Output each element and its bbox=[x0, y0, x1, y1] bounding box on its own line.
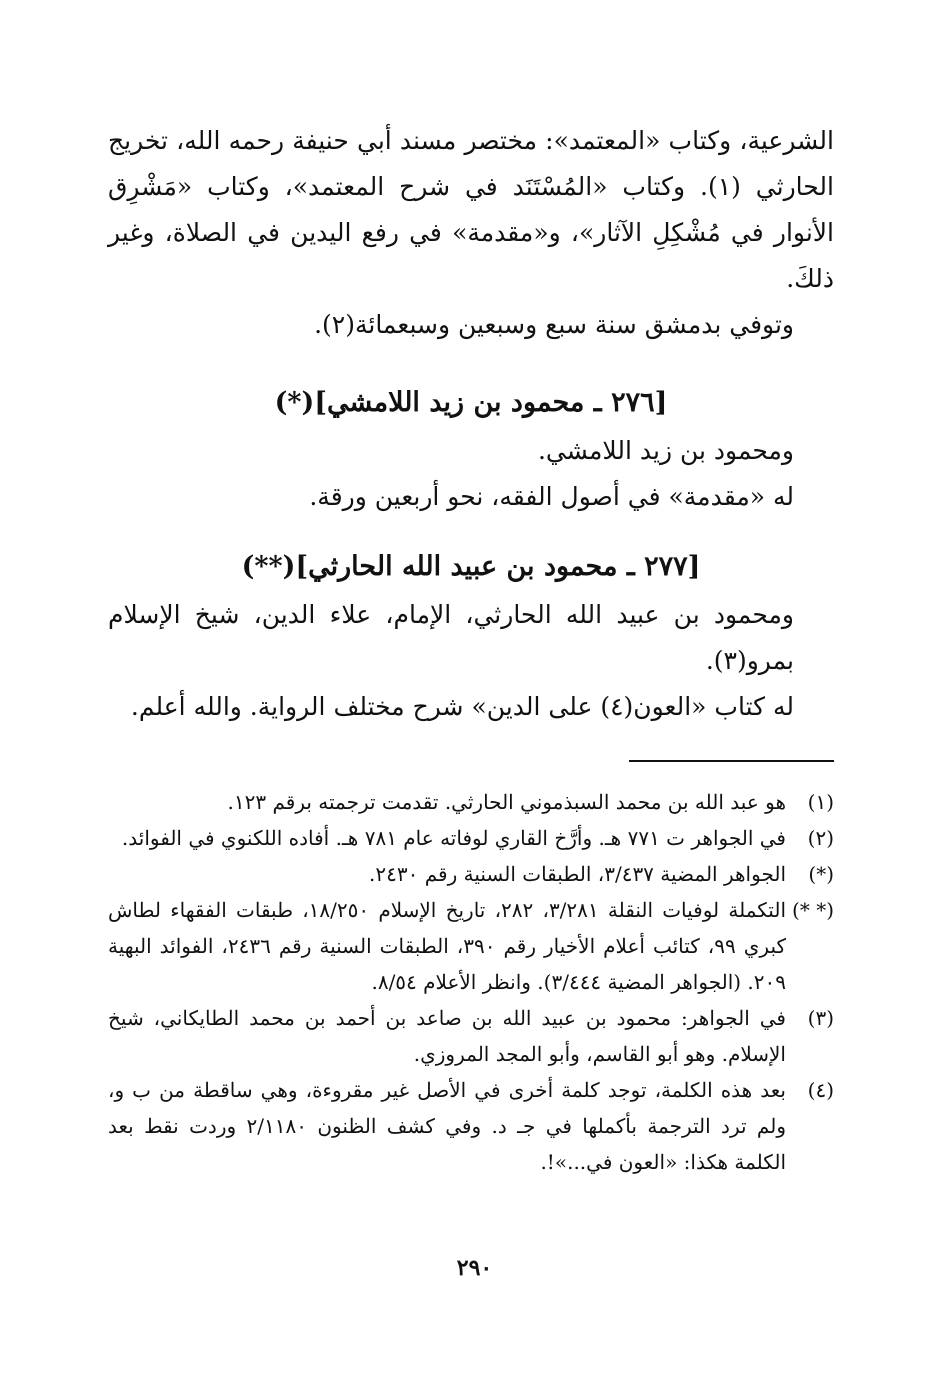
footnote-1 bbox=[108, 784, 834, 820]
footnote-text: التكملة لوفيات النقلة ٣/٢٨١، ٢٨٢، تاريخ الإسلام ١٨/٢٥٠، طبقات الفقهاء لطاش كبري ٩٩، كتائب أعلام الأخيار رقم ٣٩٠، الطبقات السنية رقم ٢٤٣٦، الفوائد البهية ٢٠٩. (الجواهر المضية ٣/٤٤٤). وانظر الأعلام ٨/٥٤. bbox=[108, 898, 786, 994]
footnote-marker: (١) bbox=[807, 790, 834, 814]
footnote-4 bbox=[108, 1072, 834, 1180]
entry-276-name-line: ومحمود بن زيد اللامشي. bbox=[537, 436, 794, 465]
footnote-marker: (*) bbox=[808, 862, 834, 886]
footnote-text: في الجواهر: محمود بن عبيد الله بن صاعد بن أحمد بن محمد الطايكاني، شيخ الإسلام. وهو أبو القاسم، وأبو المجد المروزي. bbox=[108, 1006, 786, 1066]
page-body bbox=[108, 118, 834, 1180]
entry-276-heading: [٢٧٦ ـ محمود بن زيد اللامشي](*) bbox=[274, 387, 668, 418]
death-note-paragraph: وتوفي بدمشق سنة سبع وسبعين وسبعمائة(٢). bbox=[314, 310, 794, 339]
footnote-marker: (٣) bbox=[807, 1006, 834, 1030]
footnote-text: هو عبد الله بن محمد السبذموني الحارثي. تقدمت ترجمته برقم ١٢٣. bbox=[227, 790, 786, 814]
intro-paragraph: الشرعية، وكتاب «المعتمد»: مختصر مسند أبي حنيفة رحمه الله، تخريج الحارثي (١). وكتاب «المُسْتَنَد في شرح المعتمد»، وكتاب «مَشْرِق الأنوار في مُشْكِلِ الآثار»، و«مقدمة» في رفع اليدين في الصلاة، وغير ذلكَ. bbox=[108, 126, 834, 293]
entry-277-heading: [٢٧٧ ـ محمود بن عبيد الله الحارثي](**) bbox=[241, 551, 701, 582]
footnote-text: الجواهر المضية ٣/٤٣٧، الطبقات السنية رقم ٢٤٣٠. bbox=[369, 862, 786, 886]
footnote-marker: (٢) bbox=[807, 826, 834, 850]
entry-277-name-paragraph: ومحمود بن عبيد الله الحارثي، الإمام، علاء الدين، شيخ الإسلام بمرو(٣). bbox=[108, 600, 794, 675]
footnote-2 bbox=[108, 820, 834, 856]
entry-277-work-line: له كتاب «العون(٤) على الدين» شرح مختلف الرواية. والله أعلم. bbox=[130, 692, 794, 721]
footnote-3 bbox=[108, 1000, 834, 1072]
footnote-marker: (٤) bbox=[807, 1078, 834, 1102]
footnote-star bbox=[108, 856, 834, 892]
footnote-separator bbox=[629, 760, 834, 762]
entry-276-work-line: له «مقدمة» في أصول الفقه، نحو أربعين ورقة. bbox=[309, 482, 794, 511]
page-number: ٢٩٠ bbox=[456, 1255, 493, 1281]
footnote-text: في الجواهر ت ٧٧١ هـ. وأرَّخ القاري لوفاته عام ٧٨١ هـ. أفاده اللكنوي في الفوائد. bbox=[121, 826, 786, 850]
footnote-double-star bbox=[108, 892, 834, 1000]
footnotes bbox=[108, 784, 834, 1180]
footnote-marker: (* *) bbox=[792, 898, 834, 922]
footnote-text: بعد هذه الكلمة، توجد كلمة أخرى في الأصل غير مقروءة، وهي ساقطة من ب و، ولم ترد الترجمة بأكملها في جـ د. وفي كشف الظنون ٢/١١٨٠ وردت نقط بعد الكلمة هكذا: «العون في...»!. bbox=[108, 1078, 786, 1174]
